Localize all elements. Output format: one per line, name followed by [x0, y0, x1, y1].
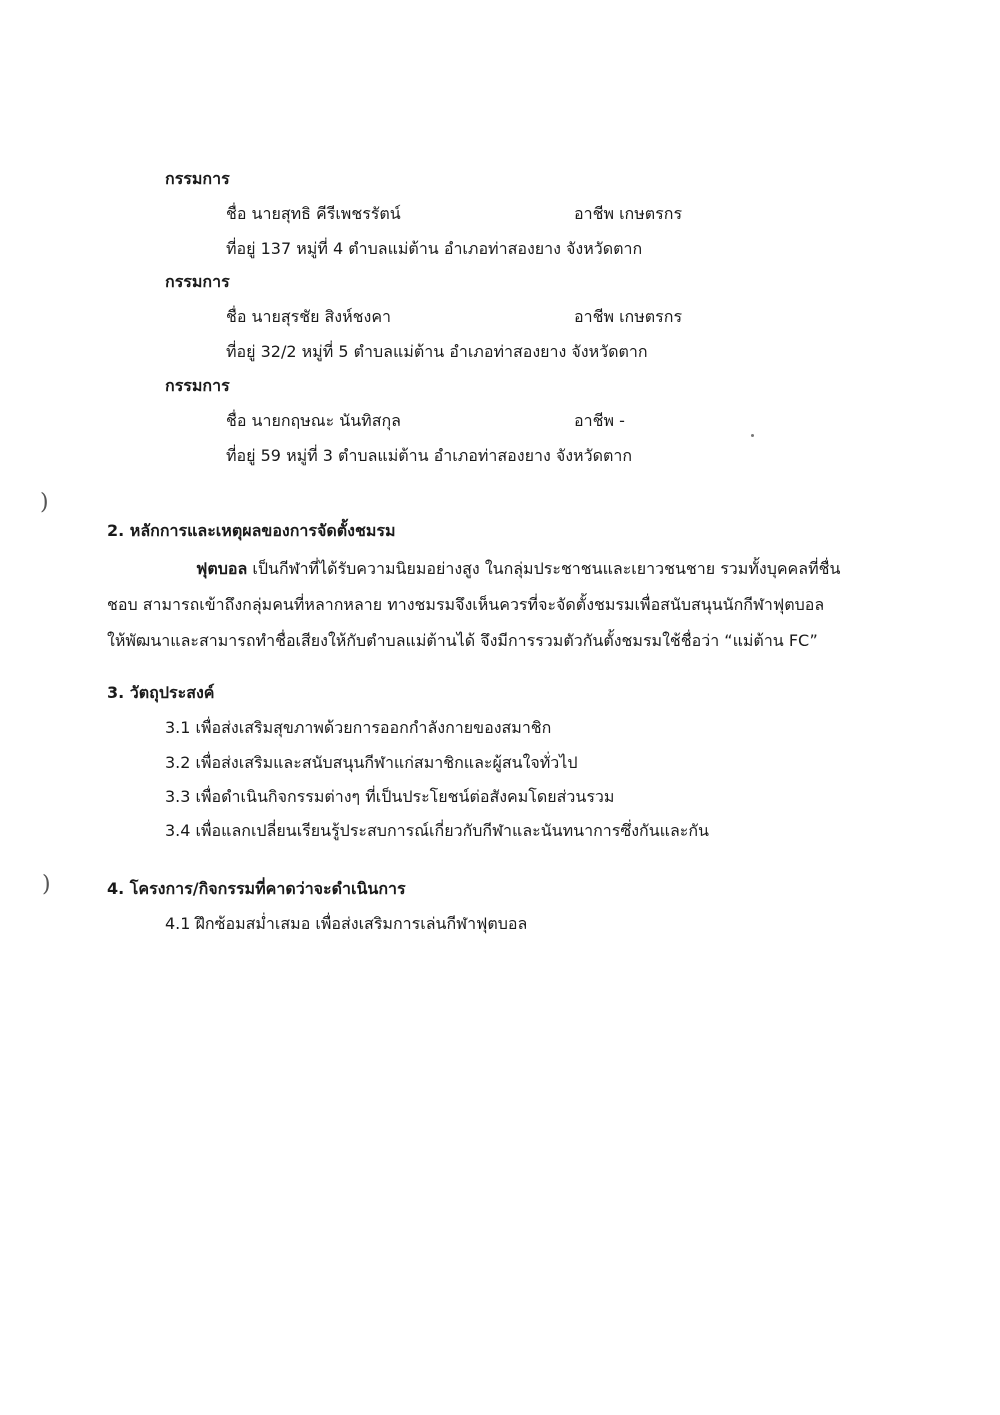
punch-hole-mark-top: ) [40, 490, 49, 515]
section-4-heading: 4. โครงการ/กิจกรรมที่คาดว่าจะดำเนินการ [107, 879, 406, 898]
objective-item: 3.2 เพื่อส่งเสริมและสนับสนุนกีฬาแก่สมาชิกและผู้สนใจทั่วไป [165, 753, 578, 772]
section-3-heading: 3. วัตถุประสงค์ [107, 683, 215, 702]
punch-hole-mark-bottom: ) [42, 872, 51, 897]
lead-word: ฟุตบอล [196, 559, 248, 578]
line-1-text: เป็นกีฬาที่ได้รับความนิยมอย่างสูง ในกลุ่มประชาชนและเยาวชนชาย รวมทั้งบุคคลที่ชื่น [247, 559, 841, 578]
objective-item: 3.3 เพื่อดำเนินกิจกรรมต่างๆ ที่เป็นประโยชน์ต่อสังคมโดยส่วนรวม [165, 787, 615, 806]
member-role: กรรมการ [165, 169, 230, 188]
section-2-paragraph-line-2: ชอบ สามารถเข้าถึงกลุ่มคนที่หลากหลาย ทางชมรมจึงเห็นควรที่จะจัดตั้งชมรมเพื่อสนับสนุนนักกีฬาฟุตบอล [107, 595, 825, 614]
section-2-paragraph-line-3: ให้พัฒนาและสามารถทำชื่อเสียงให้กับตำบลแม่ต้านได้ จึงมีการรวมตัวกันตั้งชมรมใช้ชื่อว่า “แม่ต้าน FC” [107, 631, 818, 650]
member-address: ที่อยู่ 137 หมู่ที่ 4 ตำบลแม่ต้าน อำเภอท่าสองยาง จังหวัดตาก [226, 239, 643, 258]
objective-item: 3.1 เพื่อส่งเสริมสุขภาพด้วยการออกกำลังกายของสมาชิก [165, 718, 552, 737]
section-2-paragraph-line-1 [196, 558, 840, 580]
scan-speck [751, 434, 754, 437]
member-role: กรรมการ [165, 376, 230, 395]
activity-item: 4.1 ฝึกซ้อมสม่ำเสมอ เพื่อส่งเสริมการเล่นกีฬาฟุตบอล [165, 914, 528, 933]
member-role: กรรมการ [165, 272, 230, 291]
member-address: ที่อยู่ 32/2 หมู่ที่ 5 ตำบลแม่ต้าน อำเภอท่าสองยาง จังหวัดตาก [226, 342, 648, 361]
objective-item: 3.4 เพื่อแลกเปลี่ยนเรียนรู้ประสบการณ์เกี่ยวกับกีฬาและนันทนาการซึ่งกันและกัน [165, 821, 709, 840]
member-name: ชื่อ นายสุรชัย สิงห์ชงคา [226, 307, 392, 326]
member-occupation: อาชีพ เกษตรกร [574, 307, 683, 326]
member-address: ที่อยู่ 59 หมู่ที่ 3 ตำบลแม่ต้าน อำเภอท่าสองยาง จังหวัดตาก [226, 446, 633, 465]
member-occupation: อาชีพ - [574, 411, 625, 430]
section-2-heading: 2. หลักการและเหตุผลของการจัดตั้งชมรม [107, 521, 396, 540]
member-name: ชื่อ นายสุทธิ คีรีเพชรรัตน์ [226, 204, 401, 223]
member-name: ชื่อ นายกฤษณะ นันทิสกุล [226, 411, 401, 430]
member-occupation: อาชีพ เกษตรกร [574, 204, 683, 223]
